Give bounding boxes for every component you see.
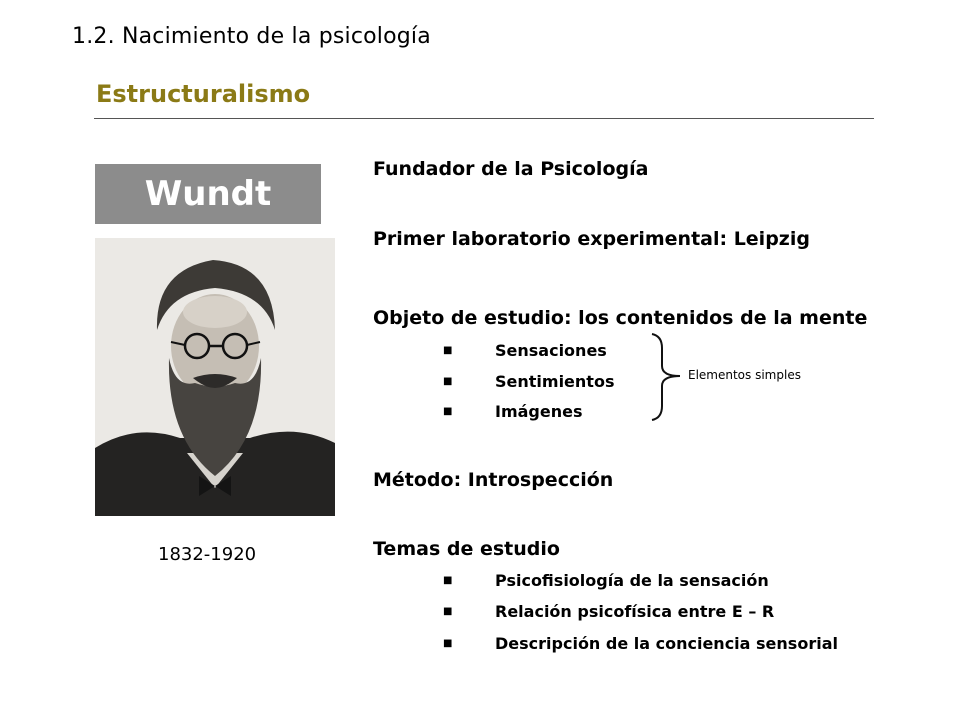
topic-psychophysical-relation: Relación psicofísica entre E – R	[495, 602, 775, 621]
element-sentimientos: Sentimientos	[495, 372, 615, 391]
elements-note: Elementos simples	[688, 368, 801, 382]
section-header: 1.2. Nacimiento de la psicología	[72, 24, 431, 49]
list-item	[443, 372, 614, 391]
topic-psychophysiology: Psicofisiología de la sensación	[495, 571, 769, 590]
portrait-photo	[95, 238, 335, 516]
bullet-icon: ■	[443, 575, 453, 586]
list-item	[443, 634, 838, 653]
portrait-illustration	[95, 238, 335, 516]
list-item	[443, 402, 583, 421]
grouping-brace-icon	[650, 332, 686, 422]
bullet-icon: ■	[443, 638, 453, 649]
list-item	[443, 602, 774, 621]
topic-sensory-consciousness: Descripción de la conciencia sensorial	[495, 634, 838, 653]
topics-title: Temas de estudio	[373, 538, 560, 560]
bullet-icon: ■	[443, 606, 453, 617]
bullet-icon: ■	[443, 376, 453, 387]
element-sensaciones: Sensaciones	[495, 341, 607, 360]
fact-founder: Fundador de la Psicología	[373, 158, 649, 180]
bullet-icon: ■	[443, 406, 453, 417]
fact-laboratory: Primer laboratorio experimental: Leipzig	[373, 228, 810, 250]
slide-subtitle: Estructuralismo	[96, 80, 311, 108]
element-imagenes: Imágenes	[495, 402, 583, 421]
fact-method: Método: Introspección	[373, 469, 614, 491]
list-item	[443, 571, 769, 590]
portrait-years: 1832-1920	[158, 544, 257, 565]
portrait-name: Wundt	[144, 174, 272, 214]
title-divider	[94, 118, 874, 119]
list-item	[443, 341, 607, 360]
bullet-icon: ■	[443, 345, 453, 356]
fact-object-of-study: Objeto de estudio: los contenidos de la mente	[373, 307, 868, 329]
portrait-name-box	[95, 164, 321, 224]
